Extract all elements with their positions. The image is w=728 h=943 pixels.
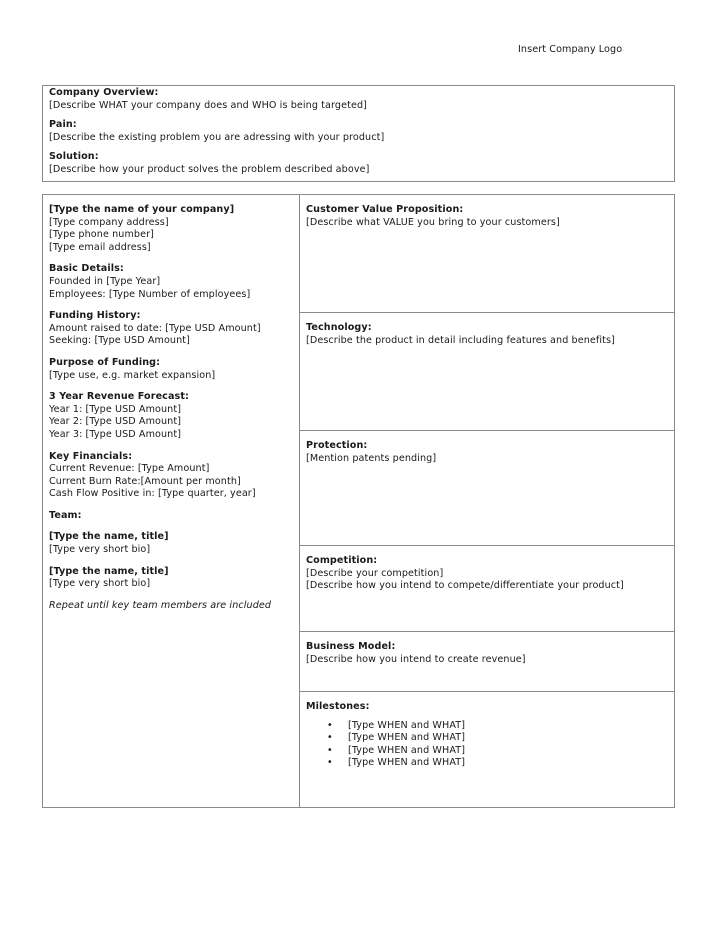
key-financials-title: Key Financials: [49,450,133,462]
cash-flow-positive: Cash Flow Positive in: [Type quarter, year] [49,488,256,500]
purpose-of-funding-title: Purpose of Funding: [49,356,161,368]
founded-year: Founded in [Type Year] [49,275,161,287]
milestone-item [327,732,668,745]
team-member-bio: [Type very short bio] [49,544,151,556]
phone-number: [Type phone number] [49,229,154,241]
company-details-column [43,195,300,807]
milestone-text: [Type WHEN and WHAT] [348,744,466,756]
competition-text: [Describe your competition] [306,567,444,579]
technology-title: Technology: [306,322,372,333]
value-proposition-cell [300,195,674,313]
milestones-title: Milestones: [306,701,370,712]
company-overview-title: Company Overview: [49,87,159,98]
current-revenue: Current Revenue: [Type Amount] [49,463,210,475]
bullet-icon: • [327,757,333,769]
milestone-item [327,744,668,758]
technology-text: [Describe the product in detail including features and benefits] [306,334,615,346]
pain-title: Pain: [49,119,77,131]
milestone-item [327,719,668,733]
protection-title: Protection: [306,440,368,451]
technology-cell [300,313,674,431]
competition-title: Competition: [306,555,378,566]
milestone-text: [Type WHEN and WHAT] [348,719,466,731]
team-member-name: [Type the name, title] [49,565,169,577]
bullet-icon: • [327,719,333,731]
business-model-text: [Describe how you intend to create revenue] [306,653,526,665]
forecast-year-2: Year 2: [Type USD Amount] [49,416,182,428]
team-member-name: [Type the name, title] [49,531,169,543]
bullet-icon: • [327,744,333,756]
burn-rate: Current Burn Rate:[Amount per month] [49,475,241,487]
forecast-year-1: Year 1: [Type USD Amount] [49,403,182,415]
pain-text: [Describe the existing problem you are adressing with your product] [49,131,385,143]
milestone-text: [Type WHEN and WHAT] [348,732,466,744]
business-model-title: Business Model: [306,641,396,652]
amount-seeking: Seeking: [Type USD Amount] [49,335,190,347]
overview-section [42,85,675,182]
value-proposition-title: Customer Value Proposition: [306,204,464,215]
solution-title: Solution: [49,151,99,163]
team-title: Team: [49,509,82,521]
milestones-list [306,720,668,770]
amount-raised: Amount raised to date: [Type USD Amount] [49,322,261,334]
purpose-of-funding-text: [Type use, e.g. market expansion] [49,369,216,381]
solution-text: [Describe how your product solves the problem described above] [49,163,370,175]
value-proposition-text: [Describe what VALUE you bring to your customers] [306,216,560,228]
competition-cell [300,546,674,632]
revenue-forecast-title: 3 Year Revenue Forecast: [49,391,189,403]
email-address: [Type email address] [49,241,151,253]
company-address: [Type company address] [49,216,169,228]
employee-count: Employees: [Type Number of employees] [49,288,251,300]
milestone-text: [Type WHEN and WHAT] [348,757,466,769]
team-member-bio: [Type very short bio] [49,578,151,590]
protection-cell [300,431,674,546]
funding-history-title: Funding History: [49,310,141,322]
team-repeat-note: Repeat until key team members are included [49,599,272,611]
company-logo-placeholder: Insert Company Logo [518,44,623,55]
milestones-cell [300,692,674,807]
basic-details-title: Basic Details: [49,263,124,275]
company-name: [Type the name of your company] [49,204,235,215]
milestone-item [327,757,668,770]
protection-text: [Mention patents pending] [306,452,437,464]
competition-strategy-text: [Describe how you intend to compete/differentiate your product] [306,580,624,592]
bullet-icon: • [327,732,333,744]
forecast-year-3: Year 3: [Type USD Amount] [49,428,182,440]
details-section [42,194,675,808]
company-overview-text: [Describe WHAT your company does and WHO is being targeted] [49,99,367,111]
business-details-column [300,195,674,807]
business-model-cell [300,632,674,692]
